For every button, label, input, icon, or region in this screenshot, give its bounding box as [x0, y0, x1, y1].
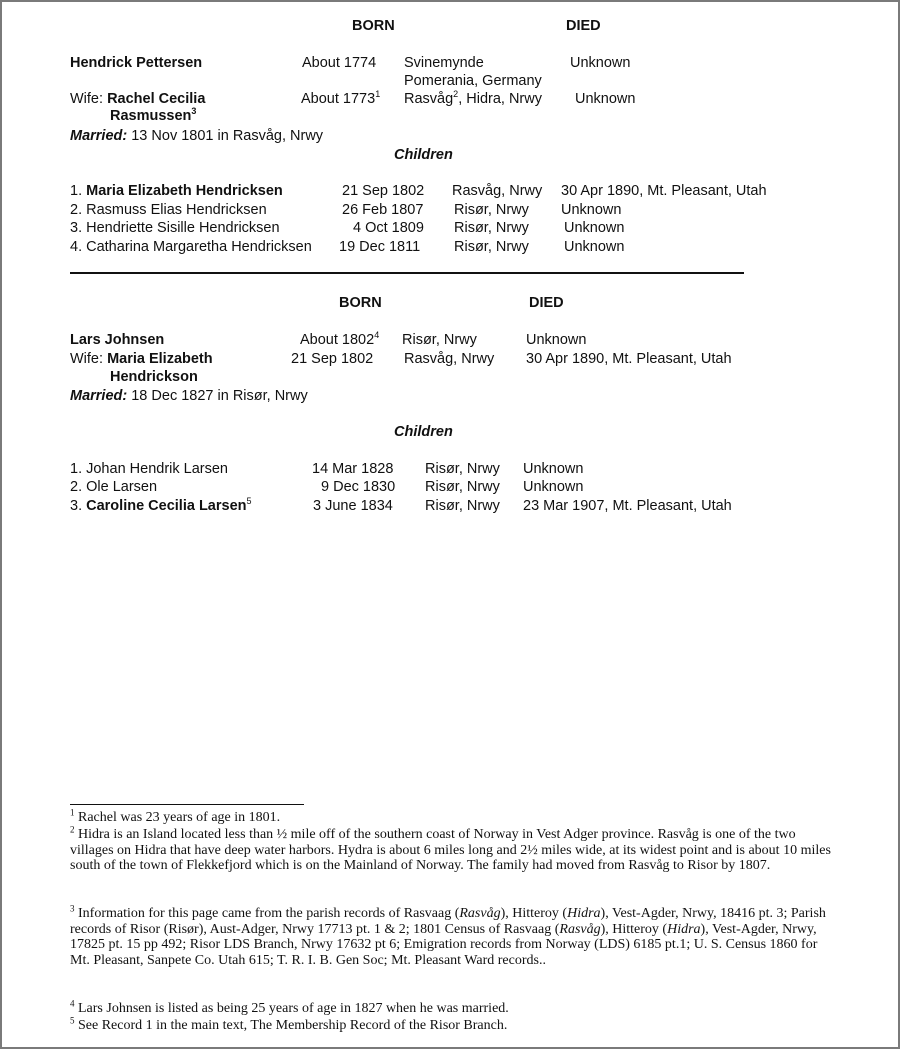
- husband-name: Lars Johnsen: [70, 332, 165, 348]
- child-born: 3 June 1834: [313, 498, 393, 514]
- child-place: Risør, Nrwy: [425, 479, 500, 495]
- husband-born-place-line2: Pomerania, Germany: [404, 73, 542, 89]
- footnote-divider: [70, 804, 304, 805]
- husband-died: Unknown: [570, 55, 631, 71]
- wife-prefix: Wife:: [70, 351, 104, 367]
- wife-died: Unknown: [575, 91, 636, 107]
- child-died: 30 Apr 1890, Mt. Pleasant, Utah: [561, 183, 767, 199]
- child-row: [70, 498, 252, 515]
- child-number: 3.: [70, 498, 87, 514]
- footnote-ref: 2: [453, 89, 459, 100]
- footnote-number: 4: [70, 998, 75, 1009]
- child-name: Caroline Cecilia Larsen: [86, 498, 247, 514]
- married-line: [70, 388, 308, 405]
- married-text: 13 Nov 1801 in Rasvåg, Nrwy: [127, 128, 324, 144]
- wife-born-date: About 1773$^1$: [301, 89, 381, 107]
- married-text: 18 Dec 1827 in Risør, Nrwy: [127, 388, 308, 404]
- child-place: Risør, Nrwy: [425, 461, 500, 477]
- child-name: 2. Ole Larsen: [70, 479, 158, 495]
- footnote-ref: 4: [374, 330, 380, 341]
- husband-name: Hendrick Pettersen: [70, 55, 203, 71]
- child-place: Rasvåg, Nrwy: [452, 183, 543, 199]
- footnote-number: 1: [70, 807, 75, 818]
- husband-born-place: Risør, Nrwy: [402, 332, 477, 348]
- wife-died: 30 Apr 1890, Mt. Pleasant, Utah: [526, 351, 732, 367]
- child-place: Risør, Nrwy: [425, 498, 500, 514]
- footnote-4: $^4$ Lars Johnsen is listed as being 25 years of age in 1827 when he was married.: [70, 998, 509, 1016]
- wife-born-place: Rasvåg$^2$, Hidra, Nrwy: [404, 89, 542, 107]
- footnote-number: 3: [70, 903, 75, 914]
- child-died: Unknown: [523, 479, 584, 495]
- footnote-2: $^2$ Hidra is an Island located less than ½ mile off of the southern coast of Norway in Vest Adger province. Rasvåg is one of the two villages on Hidra that have deep water harbors. Hydra is about 6 miles long and 2½ miles wide, at its widest point and is about 10 miles south of the town of Flekkefjord which is on the Mainland of Norway. The family had moved from Rasvåg to Risor by 1807.: [70, 824, 831, 873]
- died-header: DIED: [566, 18, 601, 34]
- married-line: [70, 128, 323, 145]
- footnote-3: $^3$ Information for this page came from the parish records of Rasvaag (Rasvåg), Hitteroy (Hidra), Vest-Agder, Nrwy, 18416 pt. 3; Parish records of Risor (Risør), Aust-Adger, Nrwy 17713 pt. 1 & 2; 1801 Census of Rasvaag (Rasvåg), Hitteroy (Hidra), Vest-Agder, Nrwy, 17825 pt. 15 pp 492; Risor LDS Branch, Nrwy 17632 pt 6; Emigration records from Norway (LDS) 6185 pt.1; U. S. Census 1860 for Mt. Pleasant, Sanpete Co. Utah 615; T. R. I. B. Gen Soc; Mt. Pleasant Ward records..: [70, 903, 826, 968]
- wife-born-place: Rasvåg, Nrwy: [404, 351, 495, 367]
- children-heading: Children: [394, 424, 453, 440]
- wife-name-line2: Hendrickson: [110, 369, 198, 385]
- footnote-number: 2: [70, 824, 75, 835]
- married-label: Married:: [70, 388, 128, 404]
- born-header: BORN: [352, 18, 395, 34]
- died-header: DIED: [529, 295, 564, 311]
- footnote-5: $^5$ See Record 1 in the main text, The Membership Record of the Risor Branch.: [70, 1015, 508, 1033]
- child-born: 19 Dec 1811: [339, 239, 421, 255]
- child-name: 2. Rasmuss Elias Hendricksen: [70, 202, 267, 218]
- children-heading: Children: [394, 147, 453, 163]
- child-born: 21 Sep 1802: [342, 183, 425, 199]
- wife-name: Rachel Cecilia: [107, 91, 206, 107]
- child-row: [70, 183, 283, 200]
- wife-prefix: Wife:: [70, 91, 104, 107]
- child-name: 1. Johan Hendrik Larsen: [70, 461, 228, 477]
- child-name: 4. Catharina Margaretha Hendricksen: [70, 239, 312, 255]
- wife-born-date: 21 Sep 1802: [291, 351, 374, 367]
- child-born: 9 Dec 1830: [321, 479, 396, 495]
- footnote-ref: 3: [191, 106, 197, 117]
- child-died: Unknown: [564, 220, 625, 236]
- wife-name: Maria Elizabeth: [107, 351, 213, 367]
- child-place: Risør, Nrwy: [454, 202, 529, 218]
- child-name: Maria Elizabeth Hendricksen: [86, 183, 283, 199]
- child-number: 1.: [70, 183, 87, 199]
- husband-born-place: Svinemynde: [404, 55, 484, 71]
- child-place: Risør, Nrwy: [454, 239, 529, 255]
- husband-died: Unknown: [526, 332, 587, 348]
- child-died: Unknown: [523, 461, 584, 477]
- child-born: 4 Oct 1809: [353, 220, 424, 236]
- child-place: Risør, Nrwy: [454, 220, 529, 236]
- wife-name-line2: Rasmussen$^3$: [110, 106, 197, 124]
- wife-line: [70, 91, 205, 108]
- child-born: 14 Mar 1828: [312, 461, 394, 477]
- child-name: 3. Hendriette Sisille Hendricksen: [70, 220, 280, 236]
- footnote-number: 5: [70, 1015, 75, 1026]
- husband-born-date: About 1774: [302, 55, 377, 71]
- child-died: Unknown: [561, 202, 622, 218]
- footnote-ref: 5: [246, 496, 252, 507]
- wife-line: [70, 351, 213, 368]
- footnote-1: $^1$ Rachel was 23 years of age in 1801.: [70, 807, 281, 825]
- married-label: Married:: [70, 128, 128, 144]
- husband-born-date: About 1802$^4$: [300, 330, 380, 348]
- child-born: 26 Feb 1807: [342, 202, 424, 218]
- child-died: 23 Mar 1907, Mt. Pleasant, Utah: [523, 498, 732, 514]
- footnote-ref: 1: [375, 89, 381, 100]
- child-died: Unknown: [564, 239, 625, 255]
- born-header: BORN: [339, 295, 382, 311]
- section-divider: [70, 272, 744, 274]
